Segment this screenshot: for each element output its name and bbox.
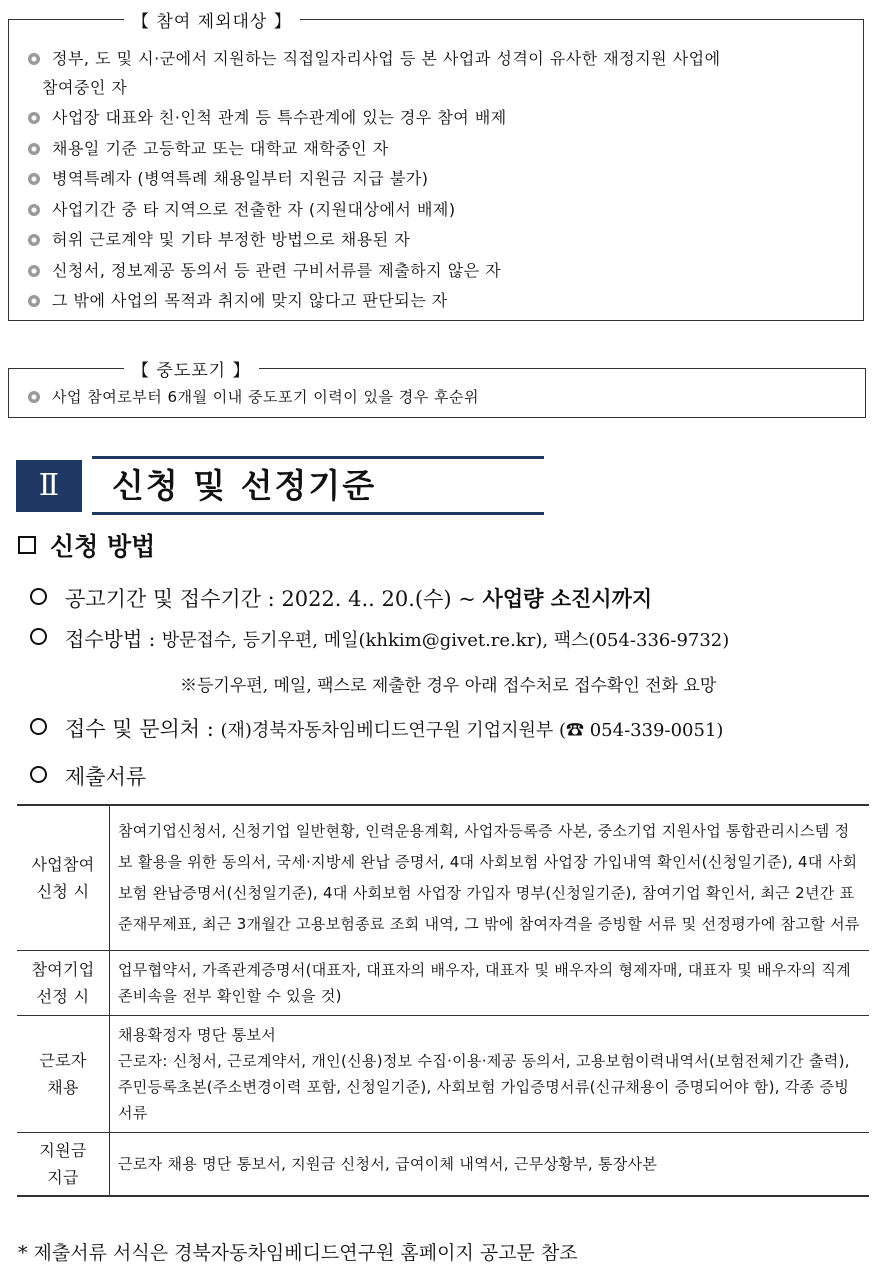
excluded-item-1: 정부, 도 및 시·군에서 지원하는 직접일자리사업 등 본 사업과 성격이 유사한 재정지원 사업에 <box>28 44 859 74</box>
excluded-item-2: 사업장 대표와 친·인척 관계 등 특수관계에 있는 경우 참여 배제 <box>28 103 859 133</box>
bullet-icon <box>28 265 40 277</box>
bullet-icon <box>28 234 40 246</box>
bullet-icon <box>28 391 40 403</box>
docs-item: 제출서류 <box>30 762 146 792</box>
dropout-title: 【 중도포기 】 <box>124 356 259 381</box>
row-content: 업무협약서, 가족관계증명서(대표자, 대표자의 배우자, 대표자 및 배우자의 형제자매, 대표자 및 배우자의 직계존비속을 전부 확인할 수 있을 것) <box>110 951 870 1016</box>
row-content: 근로자 채용 명단 통보서, 지원금 신청서, 급여이체 내역서, 근무상황부, 통장사본 <box>110 1133 870 1197</box>
circle-bullet-icon <box>30 766 47 783</box>
bullet-icon <box>28 143 40 155</box>
section-title-rule-bottom <box>92 512 544 515</box>
table-row <box>17 951 869 1016</box>
table-row <box>17 1016 869 1133</box>
excluded-item-6: 허위 근로계약 및 기타 부정한 방법으로 채용된 자 <box>28 225 859 255</box>
circle-bullet-icon <box>30 628 47 645</box>
period-item: 공고기간 및 접수기간 : 2022. 4.. 20.(수) ~ 사업량 소진시까지 <box>30 584 652 614</box>
row-content: 채용확정자 명단 통보서 근로자: 신청서, 근로계약서, 개인(신용)정보 수집·이용·제공 동의서, 고용보험이력내역서(보험전체기간 출력), 주민등록초본(주소변경이력 포함, 신청일기준), 사회보험 가입증명서류(신규채용이 증명되어야 함), 각종 증빙서류 <box>110 1016 870 1133</box>
bullet-icon <box>28 53 40 65</box>
row-label: 참여기업 선정 시 <box>17 951 110 1016</box>
row-label: 사업참여 신청 시 <box>17 805 110 951</box>
excluded-title: 【 참여 제외대상 】 <box>124 7 300 32</box>
circle-bullet-icon <box>30 588 47 605</box>
table-row <box>17 805 869 951</box>
excluded-item-7: 신청서, 정보제공 동의서 등 관련 구비서류를 제출하지 않은 자 <box>28 256 859 286</box>
bullet-icon <box>28 204 40 216</box>
excluded-title-rule-left <box>8 19 120 20</box>
bullet-icon <box>28 112 40 124</box>
section-title-rule-top <box>92 456 544 459</box>
receipt-item: 접수방법 : 방문접수, 등기우편, 메일(khkim@givet.re.kr), 팩스(054-336-9732) <box>30 624 729 656</box>
dropout-title-rule-left <box>8 368 120 369</box>
contact-item: 접수 및 문의처 : (재)경북자동차임베디드연구원 기업지원부 (☎ 054-339-0051) <box>30 714 723 746</box>
circle-bullet-icon <box>30 718 47 735</box>
bullet-icon <box>28 295 40 307</box>
dropout-item: 사업 참여로부터 6개월 이내 중도포기 이력이 있을 경우 후순위 <box>28 382 859 412</box>
section-number: Ⅱ <box>16 460 82 512</box>
bullet-icon <box>28 173 40 185</box>
excluded-item-5: 사업기간 중 타 지역으로 전출한 자 (지원대상에서 배제) <box>28 195 859 225</box>
excluded-item-4: 병역특례자 (병역특례 채용일부터 지원금 지급 불가) <box>28 164 859 194</box>
section-title: 신청 및 선정기준 <box>112 466 377 505</box>
row-label: 지원금 지급 <box>17 1133 110 1197</box>
row-label: 근로자 채용 <box>17 1016 110 1133</box>
footer-note: * 제출서류 서식은 경북자동차임베디드연구원 홈페이지 공고문 참조 <box>18 1242 578 1264</box>
excluded-item-3: 채용일 기준 고등학교 또는 대학교 재학중인 자 <box>28 134 859 164</box>
receipt-note: ※등기우편, 메일, 팩스로 제출한 경우 아래 접수처로 접수확인 전화 요망 <box>180 676 717 696</box>
table-row <box>17 1133 869 1197</box>
method-heading: 신청 방법 <box>18 530 155 564</box>
checkbox-square-icon <box>18 536 36 554</box>
excluded-item-8: 그 밖에 사업의 목적과 취지에 맞지 않다고 판단되는 자 <box>28 286 859 316</box>
excluded-item-1-cont: 참여중인 자 <box>42 78 128 97</box>
documents-table <box>17 804 869 1197</box>
row-content: 참여기업신청서, 신청기업 일반현황, 인력운용계획, 사업자등록증 사본, 중소기업 지원사업 통합관리시스템 정보 활용을 위한 동의서, 국세·지방세 완납 증명서, 4대 사회보험 사업장 가입내역 확인서(신청일기준), 4대 사회보험 완납증명서(신청일기준), 4대 사회보험 사업장 가입자 명부(신청일기준), 참여기업 확인서, 최근 2년간 표준재무제표, 최근 3개월간 고용보험종료 조회 내역, 그 밖에 참여자격을 증빙할 서류 및 선정평가에 참고할 서류 <box>110 805 870 951</box>
